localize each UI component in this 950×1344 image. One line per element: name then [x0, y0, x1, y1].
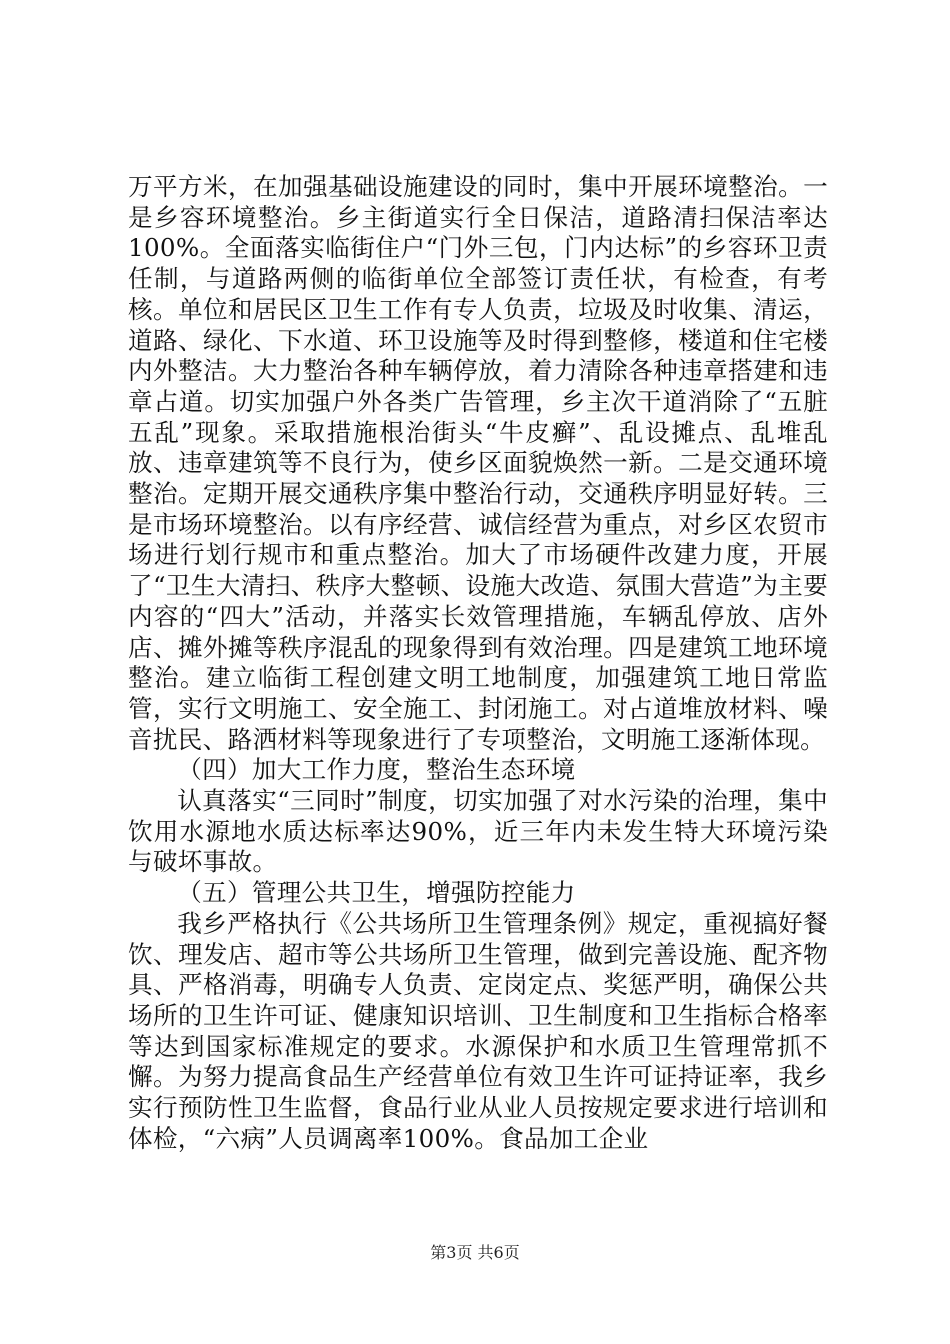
paragraph-public-health: 我乡严格执行《公共场所卫生管理条例》规定，重视搞好餐饮、理发店、超市等公共场所卫生管理，做到完善设施、配齐物具、严格消毒，明确专人负责、定岗定点、奖惩严明，确保公共场所的卫生许可证、健康知识培训、卫生制度和卫生指标合格率等达到国家标准规定的要求。水源保护和水质卫生管理常抓不懈。为努力提高食品生产经营单位有效卫生许可证持证率，我乡实行预防性卫生监督，食品行业从业人员按规定要求进行培训和体检，“六病”人员调离率100%。食品加工企业	[128, 908, 828, 1153]
page-footer: 第3页 共6页	[430, 1243, 520, 1262]
document-body	[128, 172, 828, 1155]
section-heading-four: （四）加大工作力度，整治生态环境	[177, 755, 576, 785]
paragraph-water-pollution: 认真落实“三同时”制度，切实加强了对水污染的治理，集中饮用水源地水质达标率达90%，近三年内未发生特大环境污染与破坏事故。	[128, 786, 828, 877]
paragraph-continuation: 万平方米，在加强基础设施建设的同时，集中开展环境整治。一是乡容环境整治。乡主街道实行全日保洁，道路清扫保洁率达100%。全面落实临街住户“门外三包，门内达标”的乡容环卫责任制，与道路两侧的临街单位全部签订责任状，有检查，有考核。单位和居民区卫生工作有专人负责，垃圾及时收集、清运，道路、绿化、下水道、环卫设施等及时得到整修，楼道和住宅楼内外整洁。大力整治各种车辆停放，着力清除各种违章搭建和违章占道。切实加强户外各类广告管理，乡主次干道消除了“五脏五乱”现象。采取措施根治街头“牛皮癣”、乱设摊点、乱堆乱放、违章建筑等不良行为，使乡区面貌焕然一新。二是交通环境整治。定期开展交通秩序集中整治行动，交通秩序明显好转。三是市场环境整治。以有序经营、诚信经营为重点，对乡区农贸市场进行划行规市和重点整治。加大了市场硬件改建力度，开展了“卫生大清扫、秩序大整顿、设施大改造、氛围大营造”为主要内容的“四大”活动，并落实长效管理措施，车辆乱停放、店外店、摊外摊等秩序混乱的现象得到有效治理。四是建筑工地环境整治。建立临街工程创建文明工地制度，加强建筑工地日常监管，实行文明施工、安全施工、封闭施工。对占道堆放材料、噪音扰民、路洒材料等现象进行了专项整治，文明施工逐渐体现。	[128, 172, 828, 754]
section-heading-five: （五）管理公共卫生，增强防控能力	[177, 878, 576, 908]
